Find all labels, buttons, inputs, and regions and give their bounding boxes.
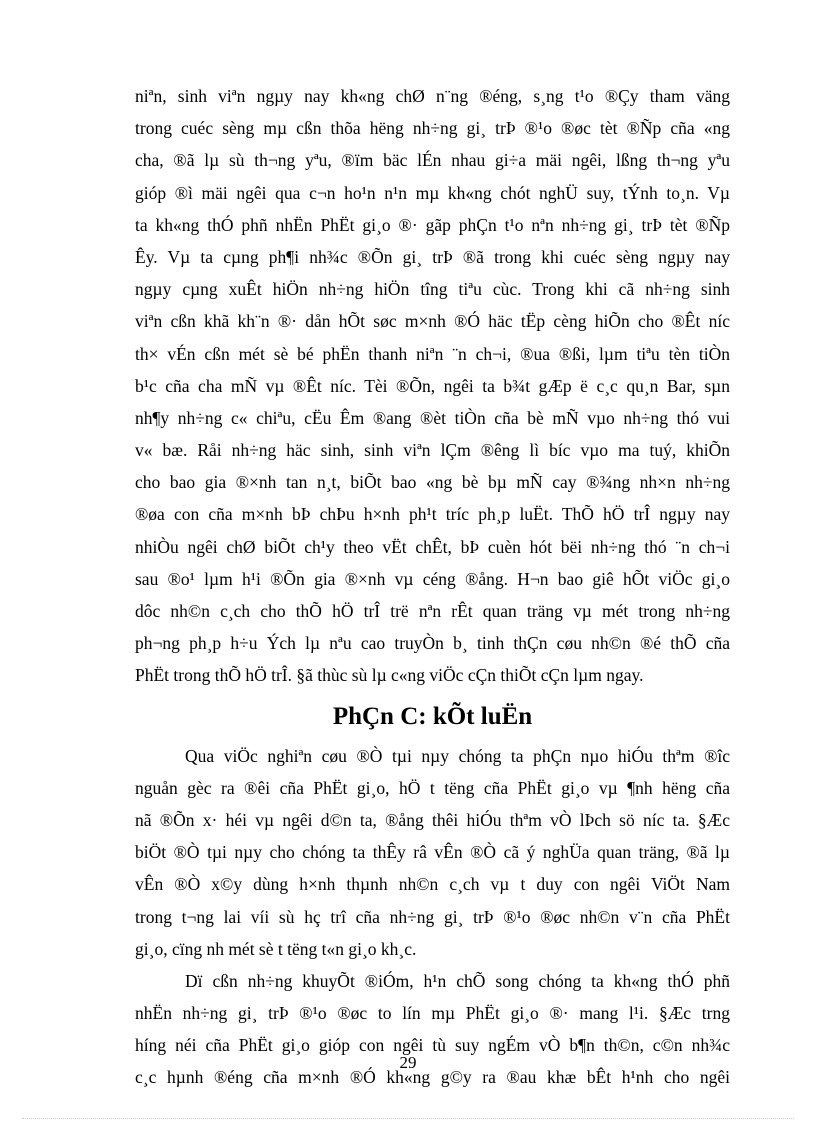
text-line: Dï cßn nh÷ng khuyÕt ®iÓm, h¹n chÕ song chóng ta kh«ng thÓ phñ [185,970,730,991]
text-line: híng néi cña PhËt gi¸o gióp con ngêi tù suy ngÉm vÒ b¶n th©n, c©n nh¾c [135,1035,730,1056]
body-paragraph [135,80,730,692]
text-line: trong t¬ng lai víi sù hç trî cña nh÷ng gi¸ trÞ ®¹o ®øc nh©n v¨n cña PhËt [135,906,730,927]
text-line: dôc nh©n c¸ch cho thÕ hÖ trÎ trë nªn rÊt quan träng vµ mét trong nh÷ng [135,601,730,621]
text-line: vÊn ®Ò x©y dùng h×nh thµnh nh©n c¸ch vµ t duy con ngêi ViÖt Nam [135,874,730,895]
text-line: c¸c hµnh ®éng cña m×nh ®Ó kh«ng g©y ra ®au khæ bÊt h¹nh cho ngêi [135,1067,730,1088]
text-line: ta kh«ng thÓ phñ nhËn PhËt gi¸o ®· gãp phÇn t¹o nªn nh÷ng gi¸ trÞ tèt ®Ñp [135,214,730,235]
text-line: ngµy cµng xuÊt hiÖn nh÷ng hiÖn tîng tiªu cùc. Trong khi cã nh÷ng sinh [135,279,730,300]
page-number: 29 [399,1053,417,1072]
text-line: th× vÉn cßn mét sè bé phËn thanh niªn ¨n ch¬i, ®ua ®ßi, lµm tiªu tèn tiÒn [135,343,730,364]
text-line: nhËn nh÷ng gi¸ trÞ ®¹o ®øc to lín mµ PhËt gi¸o ®· mang l¹i. §Æc trng [135,1003,730,1024]
text-line: cha, ®ã lµ sù th¬ng yªu, ®ïm bäc lÉn nhau gi÷a mäi ngêi, lßng th¬ng yªu [135,150,730,171]
text-line: nã ®Õn x· héi vµ ngêi d©n ta, ®ång thêi hiÓu thªm vÒ lÞch sö níc ta. §Æc [135,809,730,830]
text-line: trong cuéc sèng mµ cßn thõa hëng nh÷ng gi¸ trÞ ®¹o ®øc tèt ®Ñp cña «ng [135,118,730,139]
text-line: Qua viÖc nghiªn cøu ®Ò tµi nµy chóng ta phÇn nµo hiÓu thªm ®îc [185,745,730,766]
text-line: niªn, sinh viªn ngµy nay kh«ng chØ n¨ng ®éng, s¸ng t¹o ®Çy tham väng [135,86,730,106]
text-line: Êy. Vµ ta cµng ph¶i nh¾c ®Õn gi¸ trÞ ®ã trong khi cuéc sèng ngµy nay [135,246,730,267]
text-line: cho bao gia ®×nh tan n¸t, biÕt bao «ng bè bµ mÑ cay ®¾ng nh×n nh÷ng [135,472,730,493]
text-line: sau ®o¹ lµm h¹i ®Õn gia ®×nh vµ céng ®ång. H¬n bao giê hÕt viÖc gi¸o [135,568,730,589]
text-line: gióp ®ì mäi ngêi qua c¬n ho¹n n¹n mµ kh«ng chót nghÜ suy, tÝnh to¸n. Vµ [135,182,730,203]
text-line: PhËt trong thÕ hÖ trÎ. §ã thùc sù lµ c«ng viÖc cÇn thiÕt cÇn lµm ngay. [135,665,644,686]
text-line: ®øa con cña m×nh bÞ chÞu h×nh ph¹t tríc ph¸p luËt. ThÕ hÖ trÎ ngµy nay [135,504,730,525]
text-line: gi¸o, cïng nh mét sè t tëng t«n gi¸o kh¸c. [135,938,417,959]
text-line: nhiÒu ngêi chØ biÕt ch¹y theo vËt chÊt, bÞ cuèn hót bëi nh÷ng thó ¨n ch¬i [135,536,730,557]
text-line: nguån gèc ra ®êi cña PhËt gi¸o, hÖ t tëng cña PhËt gi¸o vµ ¶nh hëng cña [135,777,730,798]
document-page [135,80,730,1094]
text-line: viªn cßn khã kh¨n ®· dån hÕt søc m×nh ®Ó häc tËp cèng hiÕn cho ®Êt níc [135,311,730,332]
text-line: v« bæ. Råi nh÷ng häc sinh, sinh viªn lÇm ®êng lì bíc vµo ma tuý, khiÕn [135,440,730,461]
conclusion-paragraph [135,965,730,1094]
section-heading: PhÇn C: kÕt luËn [332,702,533,730]
conclusion-paragraph [135,740,730,965]
bottom-divider [22,1118,794,1119]
text-line: ph¬ng ph¸p h÷u Ých lµ nªu cao truyÒn b¸ tinh thÇn cøu nh©n ®é thÕ cña [135,633,730,654]
text-line: biÖt ®Ò tµi nµy cho chóng ta thÊy râ vÊn ®Ò cã ý nghÜa quan träng, ®ã lµ [135,842,730,863]
text-line: nh¶y nh÷ng c« chiªu, cËu Êm ®ang ®èt tiÒn cña bè mÑ vµo nh÷ng thó vui [135,407,730,428]
text-line: b¹c cña cha mÑ vµ ®Êt níc. Tèi ®Õn, ngêi ta b¾t gÆp ë c¸c qu¸n Bar, sµn [135,375,730,396]
